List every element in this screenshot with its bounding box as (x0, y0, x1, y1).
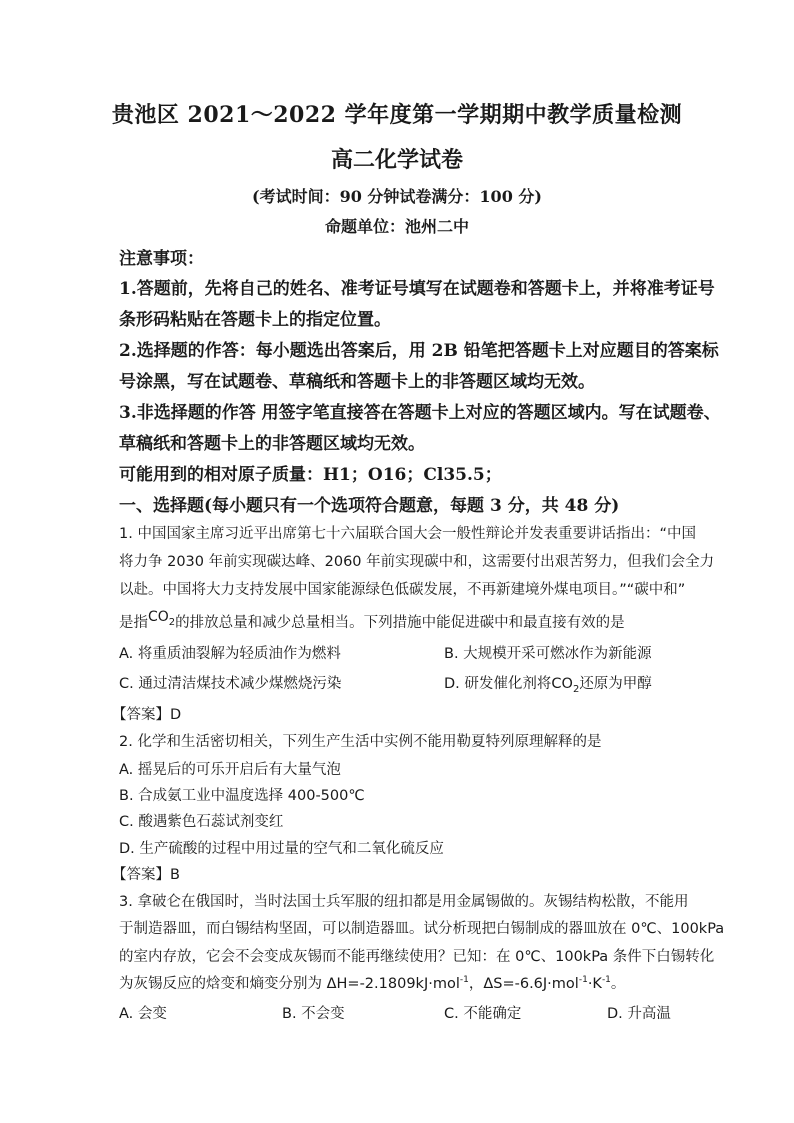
q3-option-b: B. 不会变 (282, 1006, 345, 1022)
q1-option-b: B. 大规模开采可燃冰作为新能源 (444, 646, 652, 662)
q1-optd-pre: D. 研发催化剂将 (444, 676, 552, 692)
notes-item2-line1: 2.选择题的作答：每小题选出答案后，用 2B 铅笔把答题卡上对应题目的答案标 (119, 341, 719, 361)
co2-subscript: 2 (168, 616, 176, 628)
q1-stem-line4 (119, 611, 625, 634)
notes-item1-line1: 1.答题前，先将自己的姓名、准考证号填写在试题卷和答题卡上，并将准考证号 (119, 279, 715, 299)
q1-stem-line3: 以赴。中国将大力支持发展中国家能源绿色低碳发展，不再新建境外煤电项目。”“碳中和” (119, 582, 686, 598)
exam-unit: 命题单位：池州二中 (324, 217, 469, 236)
exam-title: 贵池区 2021～2022 学年度第一学期期中教学质量检测 (111, 102, 683, 128)
q3-sup3: -1 (601, 975, 611, 986)
q1-option-c: C. 通过清洁煤技术减少煤燃烧污染 (119, 676, 342, 692)
co2-formula (148, 609, 176, 628)
q3-stem-line3: 的室内存放，它会不会变成灰锡而不能再继续使用？已知：在 0℃、100kPa 条件下白锡转化 (119, 949, 715, 965)
q1-answer-label: 【答案】 (112, 707, 170, 723)
q2-answer-value: B (170, 867, 180, 883)
co2-symbol: CO (148, 609, 169, 625)
q3-option-c: C. 不能确定 (444, 1006, 522, 1022)
q3-stem-line2: 于制造器皿，而白锡结构坚固，可以制造器皿。试分析现把白锡制成的器皿放在 0℃、100kPa (119, 921, 725, 937)
q3-line4-end: 。 (610, 976, 626, 992)
q3-line4-pre: 为灰锡反应的焓变和熵变分别为 ΔH=-2.1809kJ·mol (119, 976, 460, 992)
notes-heading: 注意事项： (119, 249, 204, 269)
q1-answer (112, 703, 181, 724)
section1-heading: 一、选择题(每小题只有一个选项符合题意，每题 3 分，共 48 分) (119, 496, 620, 516)
exam-subtitle: 高二化学试卷 (330, 147, 463, 173)
q3-stem-line4 (119, 972, 625, 993)
q1-optd-formula (551, 676, 580, 695)
q3-stem-line1: 3. 拿破仑在俄国时，当时法国士兵军服的纽扣都是用金属锡做的。灰锡结构松散，不能用 (119, 894, 689, 910)
q2-option-b: B. 合成氨工业中温度选择 400-500℃ (119, 788, 365, 804)
q1-stem-line2: 将力争 2030 年前实现碳达峰、2060 年前实现碳中和，这需要付出艰苦努力，但我们会全力 (119, 554, 715, 570)
q1-answer-value: D (170, 707, 182, 723)
q1-optd-co: CO (551, 676, 573, 692)
exam-info: (考试时间：90 分钟试卷满分：100 分) (252, 187, 542, 206)
atomic-mass-note: 可能用到的相对原子质量：H1；O16；Cl35.5； (119, 465, 502, 485)
q1-optd-post: 还原为甲醇 (579, 676, 652, 692)
notes-item2-line2: 号涂黑，写在试题卷、草稿纸和答题卡上的非答题区域均无效。 (119, 372, 595, 392)
q3-sup1: -1 (459, 975, 469, 986)
q1-option-a: A. 将重质油裂解为轻质油作为燃料 (119, 646, 341, 662)
q3-line4-k: ·K (587, 976, 602, 992)
notes-item3-line2: 草稿纸和答题卡上的非答题区域均无效。 (119, 434, 425, 454)
q2-option-a: A. 摇晃后的可乐开启后有大量气泡 (119, 762, 341, 778)
q2-option-d: D. 生产硫酸的过程中用过量的空气和二氧化硫反应 (119, 841, 444, 857)
q3-option-a: A. 会变 (119, 1006, 167, 1022)
q2-option-c: C. 酸遇紫色石蕊试剂变红 (119, 814, 284, 830)
q3-sup2: -1 (578, 975, 588, 986)
notes-item3-line1: 3.非选择题的作答 用签字笔直接答在答题卡上对应的答题区域内。写在试题卷、 (119, 403, 721, 423)
q2-stem: 2. 化学和生活密切相关，下列生产生活中实例不能用勒夏特列原理解释的是 (119, 734, 602, 750)
q1-line4-post: 的排放总量和减少总量相当。下列措施中能促进碳中和最直接有效的是 (175, 615, 625, 631)
q2-answer-label: 【答案】 (112, 867, 170, 883)
q1-option-d (444, 672, 652, 695)
q3-line4-mid: ，ΔS=-6.6J·mol (468, 976, 579, 992)
q1-line4-pre: 是指 (119, 615, 148, 631)
q1-optd-sub: 2 (572, 683, 580, 695)
notes-item1-line2: 条形码粘贴在答题卡上的指定位置。 (119, 310, 391, 330)
q3-option-d: D. 升高温 (607, 1006, 671, 1022)
q1-stem-line1: 1. 中国国家主席习近平出席第七十六届联合国大会一般性辩论并发表重要讲话指出：“中国 (119, 526, 696, 542)
q2-answer (112, 863, 180, 884)
